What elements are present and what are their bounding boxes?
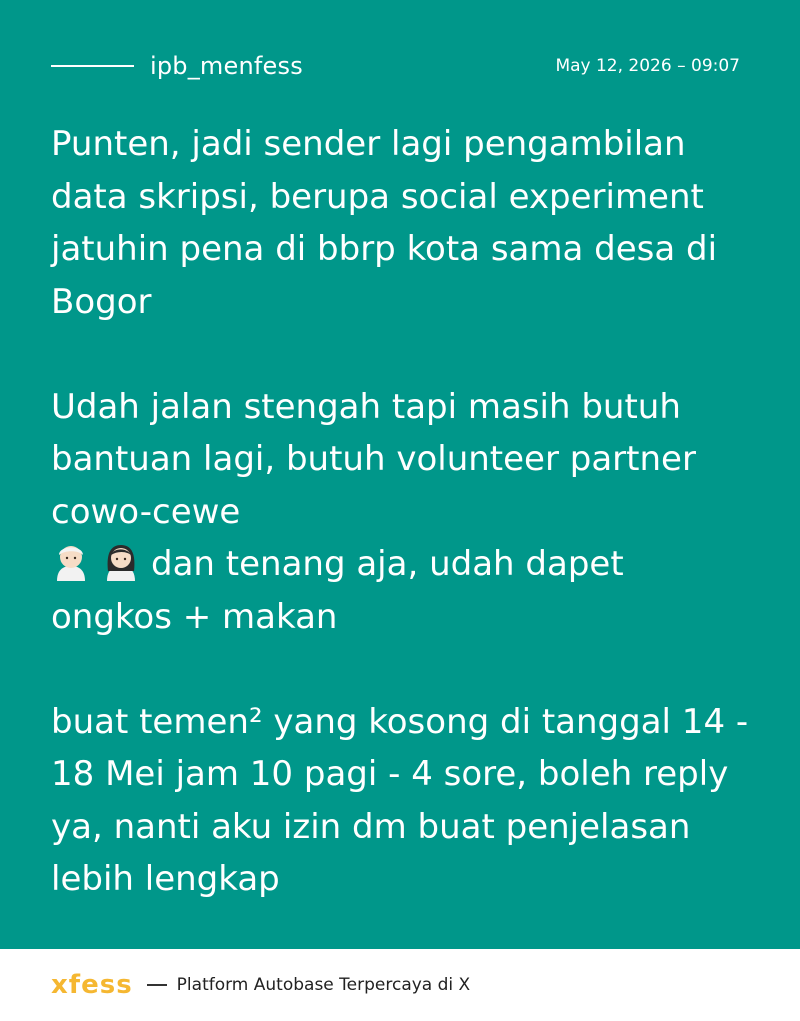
username: ipb_menfess <box>150 52 303 80</box>
tagline: Platform Autobase Terpercaya di X <box>176 975 471 995</box>
post-body <box>51 118 751 906</box>
footer-dash <box>147 984 167 986</box>
paragraph-2 <box>51 381 751 644</box>
paragraph-2-lead: Udah jalan stengah tapi masih butuh bantuan lagi, butuh volunteer partner cowo-cewe <box>51 386 696 532</box>
brand-logo: xfess <box>51 970 133 1000</box>
person-light-skin-icon <box>51 541 91 581</box>
timestamp: May 12, 2026 – 09:07 <box>555 56 740 76</box>
post-header <box>51 48 740 84</box>
footer <box>0 949 800 1021</box>
paragraph-3: buat temen² yang kosong di tanggal 14 - 18 Mei jam 10 pagi - 4 sore, boleh reply ya, nanti aku izin dm buat penjelasan lebih lengkap <box>51 701 749 899</box>
paragraph-2-text: dan tenang aja, udah dapet ongkos + makan <box>51 544 624 637</box>
header-divider <box>51 65 134 67</box>
paragraph-1: Punten, jadi sender lagi pengambilan data skripsi, berupa social experiment jatuhin pena di bbrp kota sama desa di Bogor <box>51 124 718 322</box>
woman-light-skin-icon <box>101 541 141 581</box>
